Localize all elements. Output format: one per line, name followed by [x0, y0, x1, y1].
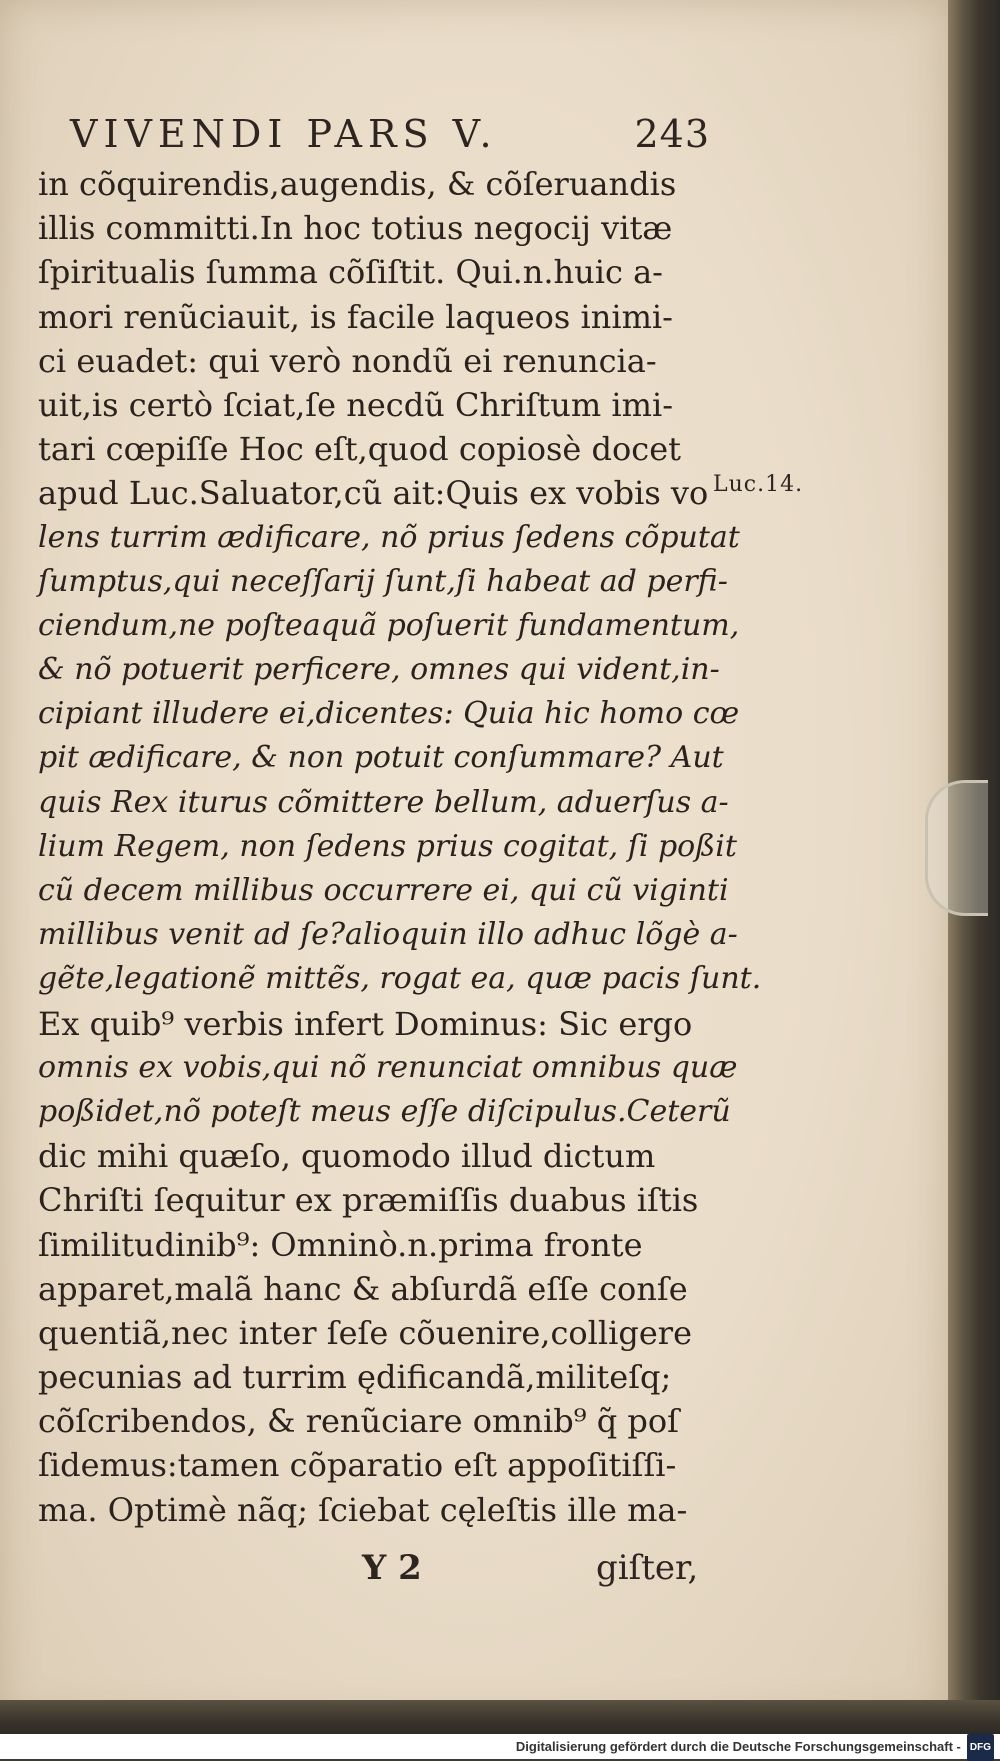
text-line: illis committi.In hoc totius negocij vitæ: [38, 209, 673, 248]
text-line: quentiã,nec inter ſeſe cõuenire,colligere: [38, 1313, 692, 1352]
text-line: ſidemus:tamen cõparatio eſt appoſitiſſi-: [38, 1446, 677, 1485]
page-clip: [925, 780, 988, 916]
text-line: in cõquirendis,augendis, & cõſeruandis: [38, 165, 677, 203]
text-line: gẽte,legationẽ mittẽs, rogat ea, quæ pacis ſunt.: [38, 961, 762, 997]
text-line: pecunias ad turrim ędificandã,militeſq;: [38, 1358, 672, 1397]
text-line: Ex quib⁹ verbis infert Dominus: Sic ergo: [38, 1004, 693, 1043]
text-line: & nõ potuerit perficere, omnes qui vident,in-: [38, 652, 720, 688]
text-line: lens turrim ædificare, nõ prius ſedens cõputat: [38, 519, 740, 555]
margin-note: Luc.14.: [713, 472, 804, 497]
text-line: pit ædificare, & non potuit conſummare? Aut: [38, 740, 724, 776]
digitization-credit: [0, 1734, 1000, 1759]
text-line: apparet,malã hanc & abſurdã eſſe conſe: [38, 1269, 688, 1308]
text-line: Chriſti ſequitur ex præmiſſis duabus iſtis: [38, 1181, 699, 1220]
text-line: ma. Optimè nãq; ſciebat cęleſtis ille ma-: [38, 1490, 688, 1529]
signature-mark: Y 2: [362, 1548, 422, 1588]
running-title: VIVENDI PARS V.: [70, 112, 498, 156]
text-line: lium Regem, non ſedens prius cogitat, ſi poßit: [38, 828, 737, 864]
text-line: uit,is certò ſciat,ſe necdũ Chriſtum imi-: [38, 385, 674, 424]
text-line: apud Luc.Saluator,cũ ait:Quis ex vobis vo: [38, 474, 709, 513]
text-line: tari cœpiſſe Hoc eſt,quod copiosè docet: [38, 430, 681, 469]
text-line: ſpiritualis ſumma cõſiſtit. Qui.n.huic a-: [38, 253, 663, 292]
text-line: millibus venit ad ſe?alioquin illo adhuc lõgè a-: [38, 917, 738, 953]
text-line: poßidet,nõ poteſt meus eſſe diſcipulus.Ceterũ: [38, 1093, 731, 1129]
page-number: 243: [634, 112, 710, 156]
book-edge-bottom: [0, 1700, 1000, 1734]
text-line: cipiant illudere ei,dicentes: Quia hic homo cœ: [38, 696, 740, 732]
text-line: quis Rex iturus cõmittere bellum, aduerſus a-: [38, 784, 729, 820]
text-line: ciendum,ne poſteaquã poſuerit fundamentum,: [38, 607, 740, 643]
text-line: cũ decem millibus occurrere ei, qui cũ viginti: [38, 873, 729, 908]
credit-text: Digitalisierung gefördert durch die Deutsche Forschungsgemeinschaft -: [515, 1739, 961, 1754]
catchword: giſter,: [596, 1548, 699, 1588]
text-line: ſimilitudinib⁹: Omninò.n.prima fronte: [38, 1225, 643, 1264]
text-line: cõſcribendos, & renũciare omnib⁹ q̃ poſ: [38, 1402, 679, 1441]
dfg-logo: DFG: [967, 1734, 994, 1761]
text-line: ci euadet: qui verò nondũ ei renuncia-: [38, 341, 657, 380]
text-line: dic mihi quæſo, quomodo illud dictum: [38, 1137, 656, 1176]
text-line: ſumptus,qui neceſſarij ſunt,ſi habeat ad perfi-: [38, 563, 728, 599]
text-line: mori renũciauit, is facile laqueos inimi-: [38, 297, 673, 336]
text-line: omnis ex vobis,qui nõ renunciat omnibus quæ: [38, 1049, 738, 1085]
running-header: [70, 112, 710, 156]
